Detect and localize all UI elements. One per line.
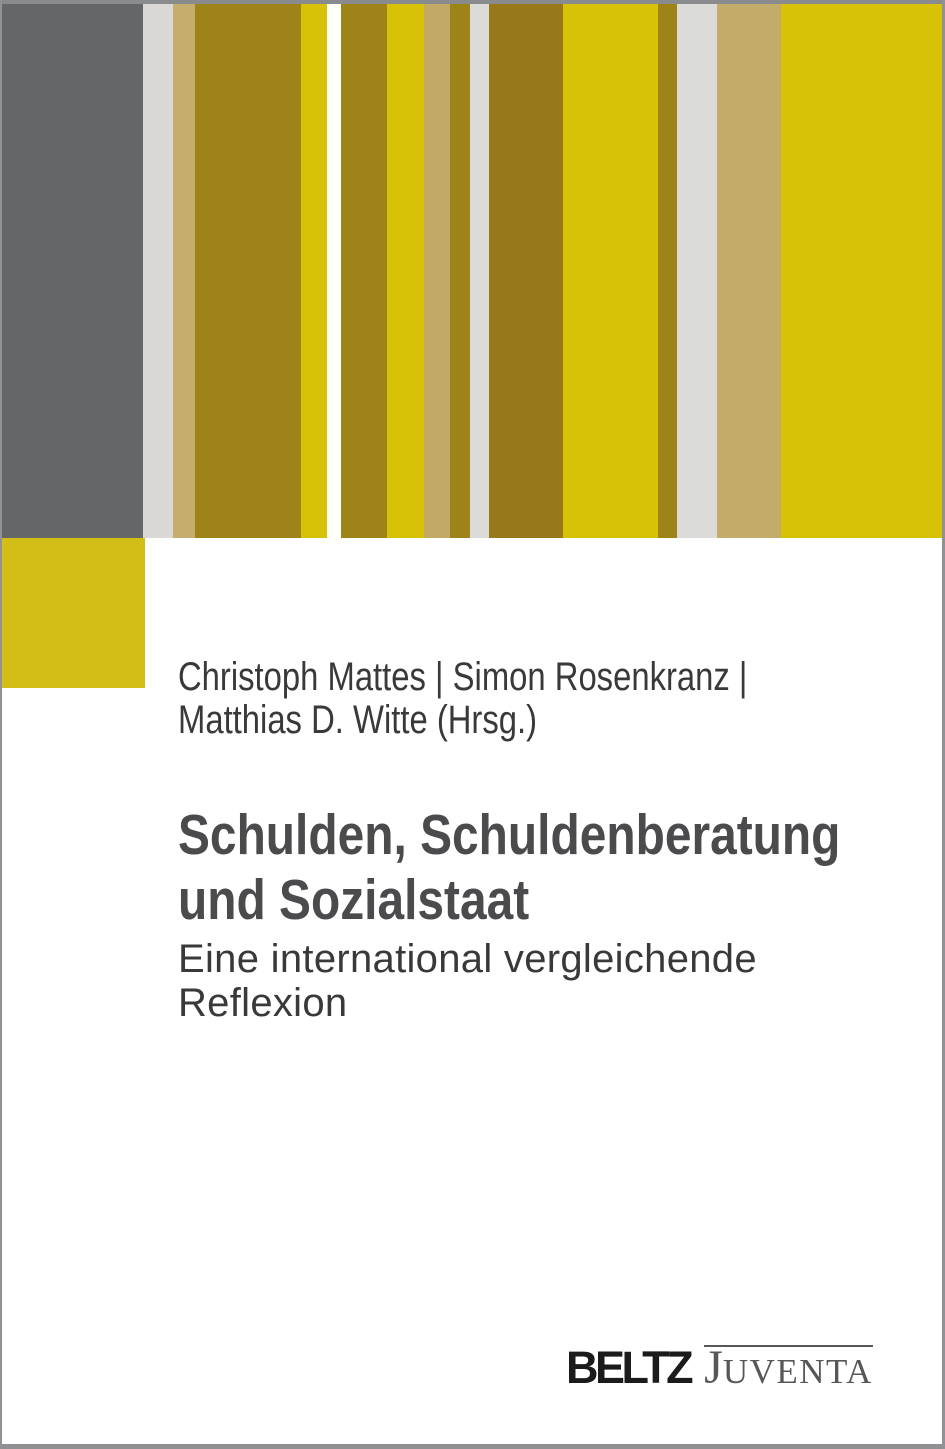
publisher-logo [566,1341,873,1394]
cover-border-top [0,0,945,4]
stripe [195,4,301,538]
beltz-wordmark: BELTZ [566,1342,691,1393]
title-line-2: und Sozialstaat [178,868,530,932]
book-subtitle [178,937,757,1025]
yellow-square-accent [2,538,145,688]
juventa-rest: UVENTA [722,1352,873,1391]
juventa-initial: J [704,1341,723,1394]
stripe [489,4,563,538]
subtitle-line-1: Eine international vergleichende [178,937,757,981]
stripe [677,4,717,538]
authors-block [178,656,872,742]
stripe [658,4,677,538]
stripe [470,4,489,538]
stripe [424,4,450,538]
juventa-wordmark [704,1341,873,1394]
stripe [387,4,424,538]
title-line-1: Schulden, Schuldenberatung [178,803,841,867]
stripe [717,4,781,538]
author-line-2: Matthias D. Witte (Hrsg.) [178,698,538,742]
author-line-1: Christoph Mattes | Simon Rosenkranz | [178,655,748,699]
stripe [143,4,173,538]
subtitle-line-2: Reflexion [178,981,348,1025]
stripe [301,4,327,538]
book-title [178,803,945,933]
stripe [781,4,942,538]
stripe [450,4,470,538]
cover-border-left [0,0,2,1449]
stripe-artwork [2,4,942,538]
cover-border-bottom [0,1444,945,1449]
stripe [563,4,658,538]
stripe [2,4,143,538]
stripe [173,4,195,538]
stripe [341,4,387,538]
stripe [327,4,341,538]
